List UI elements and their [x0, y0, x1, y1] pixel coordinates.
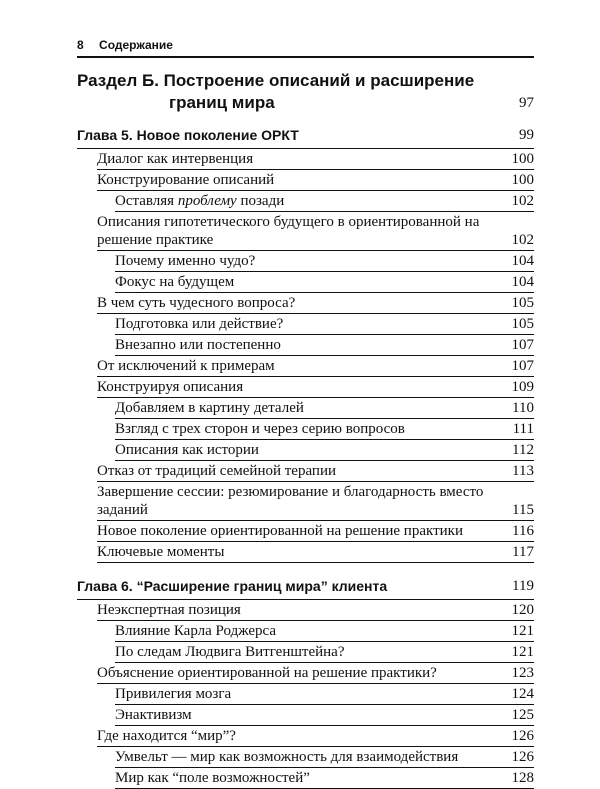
toc-entry [115, 621, 534, 642]
toc-entry-title: Влияние Карла Роджерса [115, 623, 277, 639]
toc-entry [115, 705, 534, 726]
toc-entry-title: Конструируя описания [97, 379, 244, 395]
toc-entry-page: 124 [511, 686, 534, 702]
toc-entry [115, 768, 534, 789]
chapter-gap [77, 563, 534, 575]
chapter-6-entries [77, 600, 534, 789]
toc-entry-title: Отказ от традиций семейной терапии [97, 463, 337, 479]
toc-entry-title: Где находится “мир”? [97, 728, 236, 744]
toc-entry [97, 212, 534, 251]
toc-entry [97, 663, 534, 684]
toc-entry-title: Внезапно или постепенно [115, 337, 281, 353]
toc-entry-title: Описания гипотетического будущего в ориентированной на решение практике [97, 214, 480, 248]
section-heading [77, 70, 534, 114]
toc-entry [115, 419, 534, 440]
toc-entry-title: Объяснение ориентированной на решение практики? [97, 665, 437, 681]
toc-entry [97, 356, 534, 377]
toc-entry-page: 116 [512, 523, 534, 539]
toc-entry-page: 105 [511, 316, 534, 332]
toc-entry [97, 149, 534, 170]
toc-entry-title: Подготовка или действие? [115, 316, 284, 332]
toc-entry-title: Взгляд с трех сторон и через серию вопросов [115, 421, 405, 437]
toc-entry-title: Мир как “поле возможностей” [115, 770, 310, 786]
toc-entry-title: По следам Людвига Витгенштейна? [115, 644, 345, 660]
toc-entry [97, 542, 534, 563]
toc-entry-title: Почему именно чудо? [115, 253, 256, 269]
section-page: 97 [519, 95, 534, 111]
page-number: 8 [77, 38, 84, 52]
toc-entry-page: 109 [511, 379, 534, 395]
toc-entry [97, 521, 534, 542]
toc-entry-title: Новое поколение ориентированной на решение практики [97, 523, 463, 539]
chapter-heading [77, 575, 534, 600]
toc-entry [115, 684, 534, 705]
toc-entry-title: Оставляя проблему позади [115, 193, 285, 209]
toc-entry [115, 191, 534, 212]
running-head [77, 38, 173, 52]
toc-entry-page: 104 [511, 274, 534, 290]
toc-entry [115, 314, 534, 335]
toc-entry-page: 120 [511, 602, 534, 618]
toc-entry-page: 100 [511, 151, 534, 167]
chapter-title: Глава 6. “Расширение границ мира” клиента [77, 578, 388, 594]
toc-entry-page: 107 [511, 358, 534, 374]
toc-entry-title: Описания как истории [115, 442, 259, 458]
toc-entry-title: Ключевые моменты [97, 544, 225, 560]
toc-entry [97, 170, 534, 191]
toc-entry [97, 293, 534, 314]
toc-entry-title: Конструирование описаний [97, 172, 275, 188]
toc-entry-page: 105 [511, 295, 534, 311]
toc-entry-page: 100 [511, 172, 534, 188]
chapter-page: 99 [519, 127, 534, 143]
toc-entry [97, 726, 534, 747]
toc-entry-page: 113 [512, 463, 534, 479]
toc-entry-page: 102 [511, 232, 534, 248]
toc-entry [97, 377, 534, 398]
toc-entry-title: Неэкспертная позиция [97, 602, 241, 618]
toc-entry [97, 461, 534, 482]
toc-entry-title: В чем суть чудесного вопроса? [97, 295, 296, 311]
toc-entry [115, 642, 534, 663]
toc-entry [97, 482, 534, 521]
chapter-5-entries [77, 149, 534, 563]
toc-entry-page: 125 [511, 707, 534, 723]
toc-entry-title: Привилегия мозга [115, 686, 232, 702]
toc-entry [115, 251, 534, 272]
chapter-title: Глава 5. Новое поколение ОРКТ [77, 127, 299, 143]
toc-entry-page: 123 [511, 665, 534, 681]
toc-entry-page: 111 [512, 421, 534, 437]
toc-entry [115, 398, 534, 419]
toc-entry-title: Добавляем в картину деталей [115, 400, 304, 416]
table-of-contents [77, 70, 534, 789]
chapter-heading [77, 124, 534, 149]
section-title-line1: Раздел Б. Построение описаний и расширение [77, 71, 475, 90]
toc-entry-page: 126 [511, 749, 534, 765]
toc-entry-page: 110 [512, 400, 534, 416]
toc-entry-title: От исключений к примерам [97, 358, 275, 374]
toc-entry-page: 121 [511, 623, 534, 639]
toc-entry-title: Диалог как интервенция [97, 151, 254, 167]
toc-entry-page: 107 [511, 337, 534, 353]
running-head-title: Содержание [99, 38, 173, 52]
toc-entry [115, 440, 534, 461]
toc-entry [115, 335, 534, 356]
toc-entry [115, 747, 534, 768]
toc-entry-page: 117 [512, 544, 534, 560]
toc-entry [97, 600, 534, 621]
toc-entry-title: Фокус на будущем [115, 274, 235, 290]
toc-entry-page: 121 [511, 644, 534, 660]
header-rule [77, 56, 534, 58]
toc-entry-page: 112 [512, 442, 534, 458]
toc-entry-page: 115 [512, 502, 534, 518]
toc-entry-title: Завершение сессии: резюмирование и благодарность вместо заданий [97, 484, 484, 518]
toc-entry [115, 272, 534, 293]
toc-entry-page: 126 [511, 728, 534, 744]
chapter-page: 119 [512, 578, 534, 594]
toc-entry-title: Умвельт — мир как возможность для взаимодействия [115, 749, 459, 765]
toc-entry-page: 104 [511, 253, 534, 269]
toc-entry-page: 102 [511, 193, 534, 209]
section-title-line2: границ мира [169, 93, 275, 112]
toc-entry-title: Энактивизм [115, 707, 192, 723]
toc-entry-page: 128 [511, 770, 534, 786]
